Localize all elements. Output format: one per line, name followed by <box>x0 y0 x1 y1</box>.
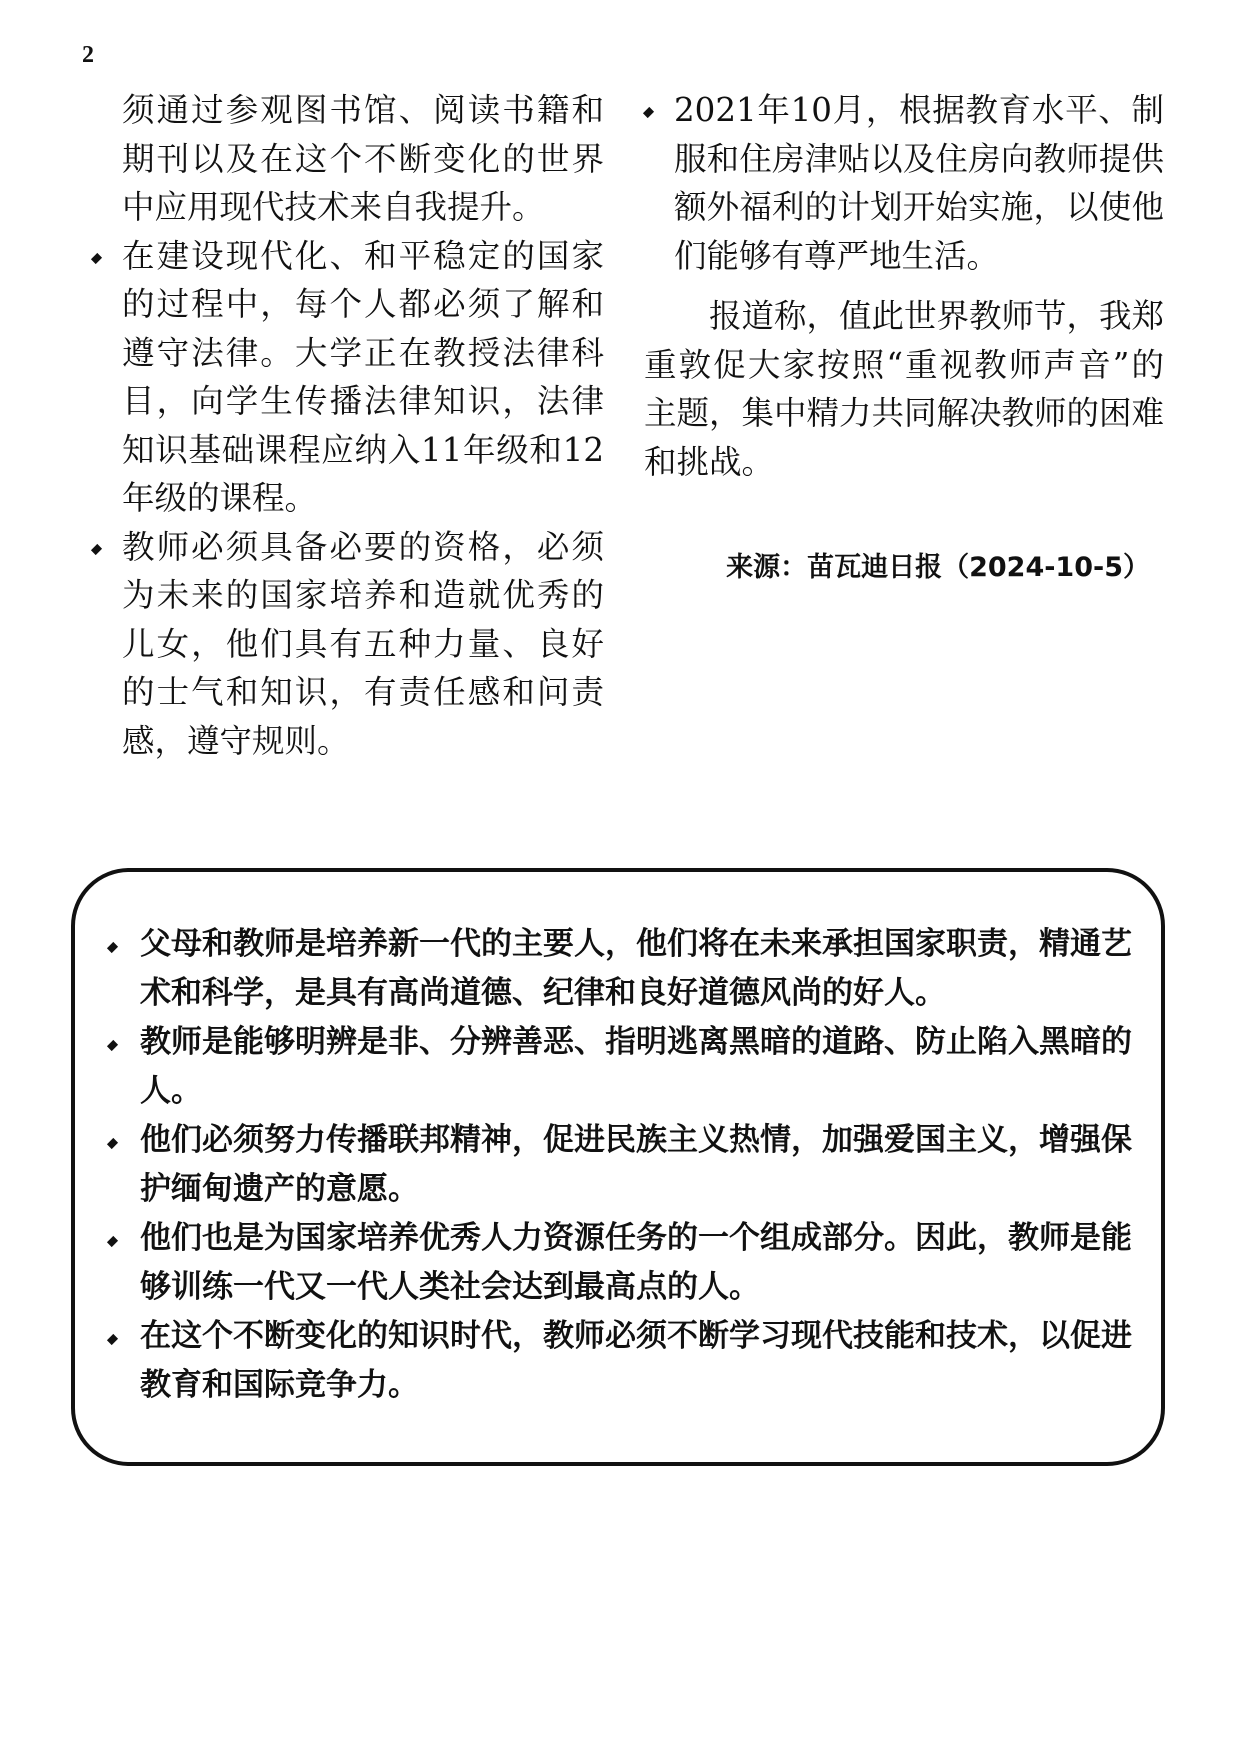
diamond-bullet-icon <box>107 1236 118 1247</box>
diamond-bullet-icon <box>91 543 102 554</box>
list-item-text: 2021年10月，根据教育水平、制服和住房津贴以及住房向教师提供额外福利的计划开始实施，以使他们能够有尊严地生活。 <box>674 91 1164 275</box>
list-item <box>100 1312 1140 1410</box>
list-item <box>100 1018 1140 1116</box>
left-column <box>92 86 604 765</box>
diamond-bullet-icon <box>107 1334 118 1345</box>
list-item <box>92 232 604 523</box>
list-item-text: 在这个不断变化的知识时代，教师必须不断学习现代技能和技术，以促进教育和国际竞争力。 <box>140 1318 1132 1403</box>
list-item-text: 教师必须具备必要的资格，必须为未来的国家培养和造就优秀的儿女，他们具有五种力量、良好的士气和知识，有责任感和问责感，遵守规则。 <box>122 527 604 760</box>
list-item <box>100 1116 1140 1214</box>
diamond-bullet-icon <box>643 107 654 118</box>
list-item-text: 在建设现代化、和平稳定的国家的过程中，每个人都必须了解和遵守法律。大学正在教授法律科目，向学生传播法律知识，法律知识基础课程应纳入11年级和12年级的课程。 <box>122 236 604 517</box>
list-item <box>100 1214 1140 1312</box>
list-item-text: 他们必须努力传播联邦精神，促进民族主义热情，加强爱国主义，增强保护缅甸遗产的意愿。 <box>140 1122 1132 1207</box>
diamond-bullet-icon <box>107 1138 118 1149</box>
list-item <box>644 86 1164 280</box>
right-column <box>644 86 1164 593</box>
page-number: 2 <box>82 42 94 68</box>
diamond-bullet-icon <box>107 942 118 953</box>
list-item-text: 父母和教师是培养新一代的主要人，他们将在未来承担国家职责，精通艺术和科学，是具有高尚道德、纪律和良好道德风尚的好人。 <box>140 926 1132 1011</box>
continued-paragraph: 须通过参观图书馆、阅读书籍和期刊以及在这个不断变化的世界中应用现代技术来自我提升。 <box>122 91 604 226</box>
body-paragraph: 报道称，值此世界教师节，我郑重敦促大家按照“重视教师声音”的主题，集中精力共同解决教师的困难和挑战。 <box>644 297 1165 481</box>
summary-list <box>100 920 1140 1410</box>
list-item-text: 他们也是为国家培养优秀人力资源任务的一个组成部分。因此，教师是能够训练一代又一代人类社会达到最高点的人。 <box>140 1220 1132 1305</box>
list-item <box>92 523 604 766</box>
source-citation: 来源：苗瓦迪日报（2024-10-5） <box>726 552 1150 583</box>
diamond-bullet-icon <box>107 1040 118 1051</box>
list-item <box>100 920 1140 1018</box>
list-item-text: 教师是能够明辨是非、分辨善恶、指明逃离黑暗的道路、防止陷入黑暗的人。 <box>140 1024 1132 1109</box>
diamond-bullet-icon <box>91 252 102 263</box>
